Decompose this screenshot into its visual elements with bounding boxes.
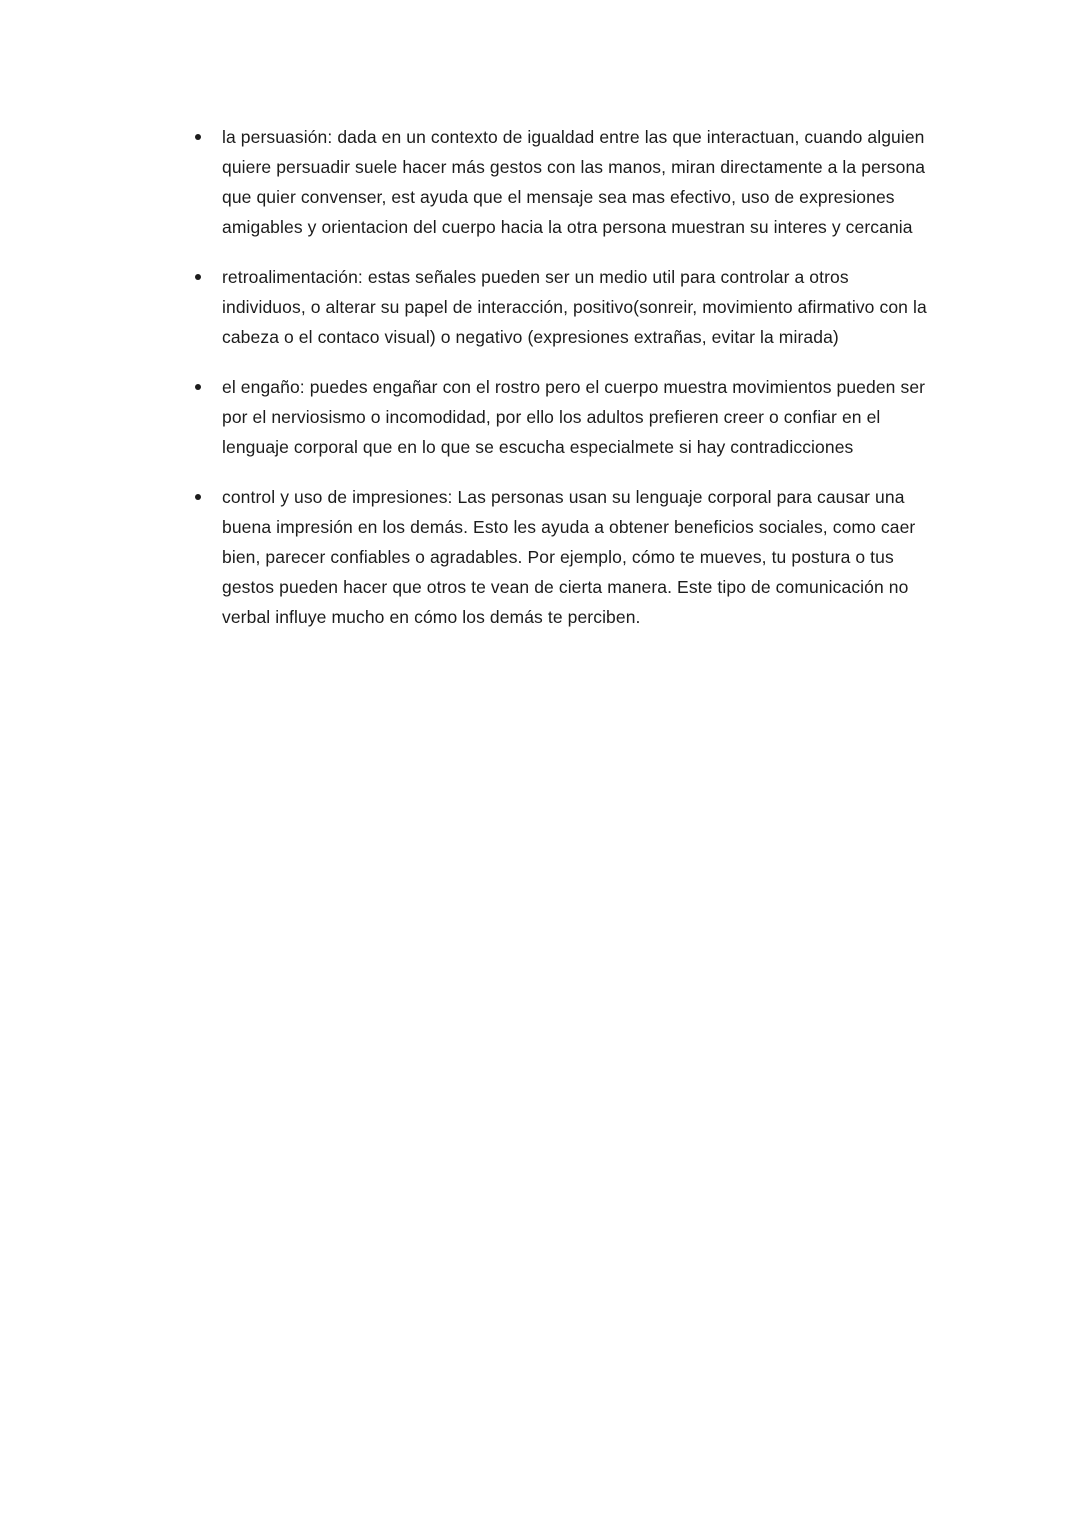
- list-item: [192, 122, 930, 242]
- bullet-text-engano: el engaño: puedes engañar con el rostro pero el cuerpo muestra movimientos pueden ser por el nerviosismo o incomodidad, por ello los adultos prefieren creer o confiar en el lenguaje corporal que en lo que se escucha especialmete si hay contradicciones: [222, 377, 926, 457]
- bullet-text-retroalimentacion: retroalimentación: estas señales pueden ser un medio util para controlar a otros individuos, o alterar su papel de interacción, positivo(sonreir, movimiento afirmativo con la cabeza o el contaco visual) o negativo (expresiones extrañas, evitar la mirada): [222, 267, 927, 347]
- bullet-list: [192, 122, 930, 632]
- list-item: [192, 372, 930, 462]
- bullet-text-control-impresiones: control y uso de impresiones: Las personas usan su lenguaje corporal para causar una buena impresión en los demás. Esto les ayuda a obtener beneficios sociales, como caer bien, parecer confiables o agradables. Por ejemplo, cómo te mueves, tu postura o tus gestos pueden hacer que otros te vean de cierta manera. Este tipo de comunicación no verbal influye mucho en cómo los demás te perciben.: [222, 487, 916, 627]
- list-item: [192, 482, 930, 632]
- list-item: [192, 262, 930, 352]
- bullet-text-persuasion: la persuasión: dada en un contexto de igualdad entre las que interactuan, cuando alguien quiere persuadir suele hacer más gestos con las manos, miran directamente a la persona que quier convenser, est ayuda que el mensaje sea mas efectivo, uso de expresiones amigables y orientacion del cuerpo hacia la otra persona muestran su interes y cercania: [222, 127, 926, 237]
